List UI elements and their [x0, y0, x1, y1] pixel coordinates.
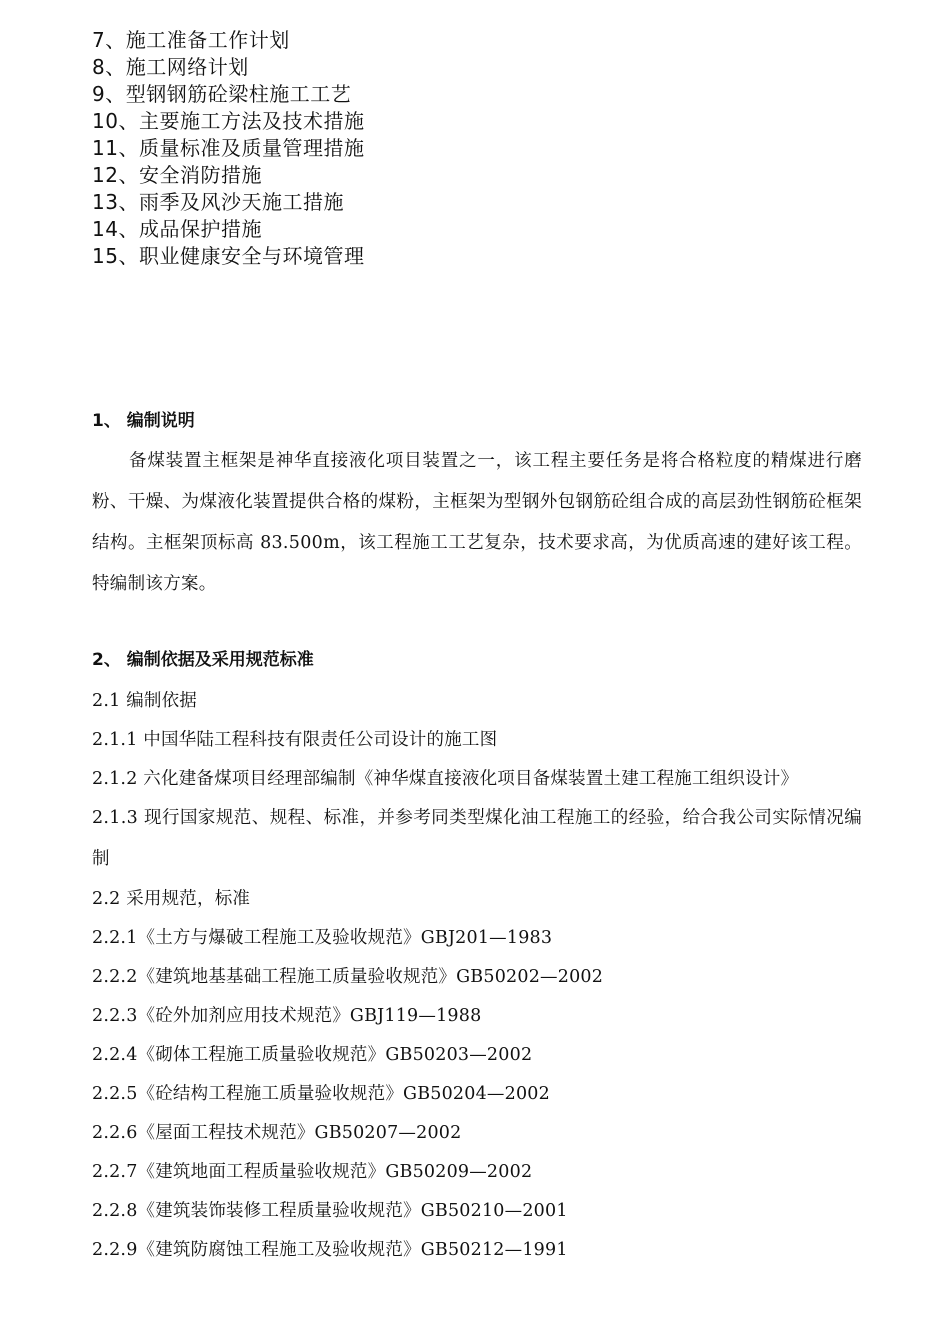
standard-item: 2.2.9《建筑防腐蚀工程施工及验收规范》GB50212—1991: [92, 1240, 568, 1260]
standard-item: 2.2.1《土方与爆破工程施工及验收规范》GBJ201—1983: [92, 928, 553, 948]
basis-item: 2.1.3 现行国家规范、规程、标准，并参考同类型煤化油工程施工的经验，给合我公司实际情况编制: [92, 808, 862, 869]
section-heading: 2、 编制依据及采用规范标准: [92, 650, 314, 670]
toc-item: 13、雨季及风沙天施工措施: [92, 190, 344, 214]
standard-item: 2.2.5《砼结构工程施工质量验收规范》GB50204—2002: [92, 1084, 550, 1104]
standard-item: 2.2.8《建筑装饰装修工程质量验收规范》GB50210—2001: [92, 1201, 568, 1221]
subsection-title: 2.2 采用规范，标准: [92, 889, 251, 909]
section-compilation-notes: [92, 406, 862, 605]
standard-item: 2.2.7《建筑地面工程质量验收规范》GB50209—2002: [92, 1162, 533, 1182]
section-basis-and-standards: [92, 645, 862, 1270]
basis-item: 2.1.2 六化建备煤项目经理部编制《神华煤直接液化项目备煤装置土建工程施工组织设计》: [92, 769, 799, 789]
standard-item: 2.2.6《屋面工程技术规范》GB50207—2002: [92, 1123, 462, 1143]
section-paragraph: 备煤装置主框架是神华直接液化项目装置之一，该工程主要任务是将合格粒度的精煤进行磨粉、干燥、为煤液化装置提供合格的煤粉，主框架为型钢外包钢筋砼组合成的高层劲性钢筋砼框架结构。主框架顶标高 83.500m，该工程施工工艺复杂，技术要求高，为优质高速的建好该工程。特编制该方案。: [92, 451, 862, 594]
toc-item: 7、施工准备工作计划: [92, 28, 290, 52]
standard-item: 2.2.4《砌体工程施工质量验收规范》GB50203—2002: [92, 1045, 533, 1065]
toc-item: 9、型钢钢筋砼梁柱施工工艺: [92, 82, 352, 106]
toc-item: 12、安全消防措施: [92, 163, 262, 187]
table-of-contents: [92, 27, 364, 270]
standard-item: 2.2.2《建筑地基基础工程施工质量验收规范》GB50202—2002: [92, 967, 604, 987]
toc-item: 10、主要施工方法及技术措施: [92, 109, 365, 133]
basis-item: 2.1.1 中国华陆工程科技有限责任公司设计的施工图: [92, 730, 498, 750]
toc-item: 11、质量标准及质量管理措施: [92, 136, 365, 160]
section-heading: 1、 编制说明: [92, 411, 195, 431]
toc-item: 8、施工网络计划: [92, 55, 249, 79]
toc-item: 14、成品保护措施: [92, 217, 262, 241]
subsection-title: 2.1 编制依据: [92, 691, 197, 711]
standard-item: 2.2.3《砼外加剂应用技术规范》GBJ119—1988: [92, 1006, 482, 1026]
toc-item: 15、职业健康安全与环境管理: [92, 244, 365, 268]
